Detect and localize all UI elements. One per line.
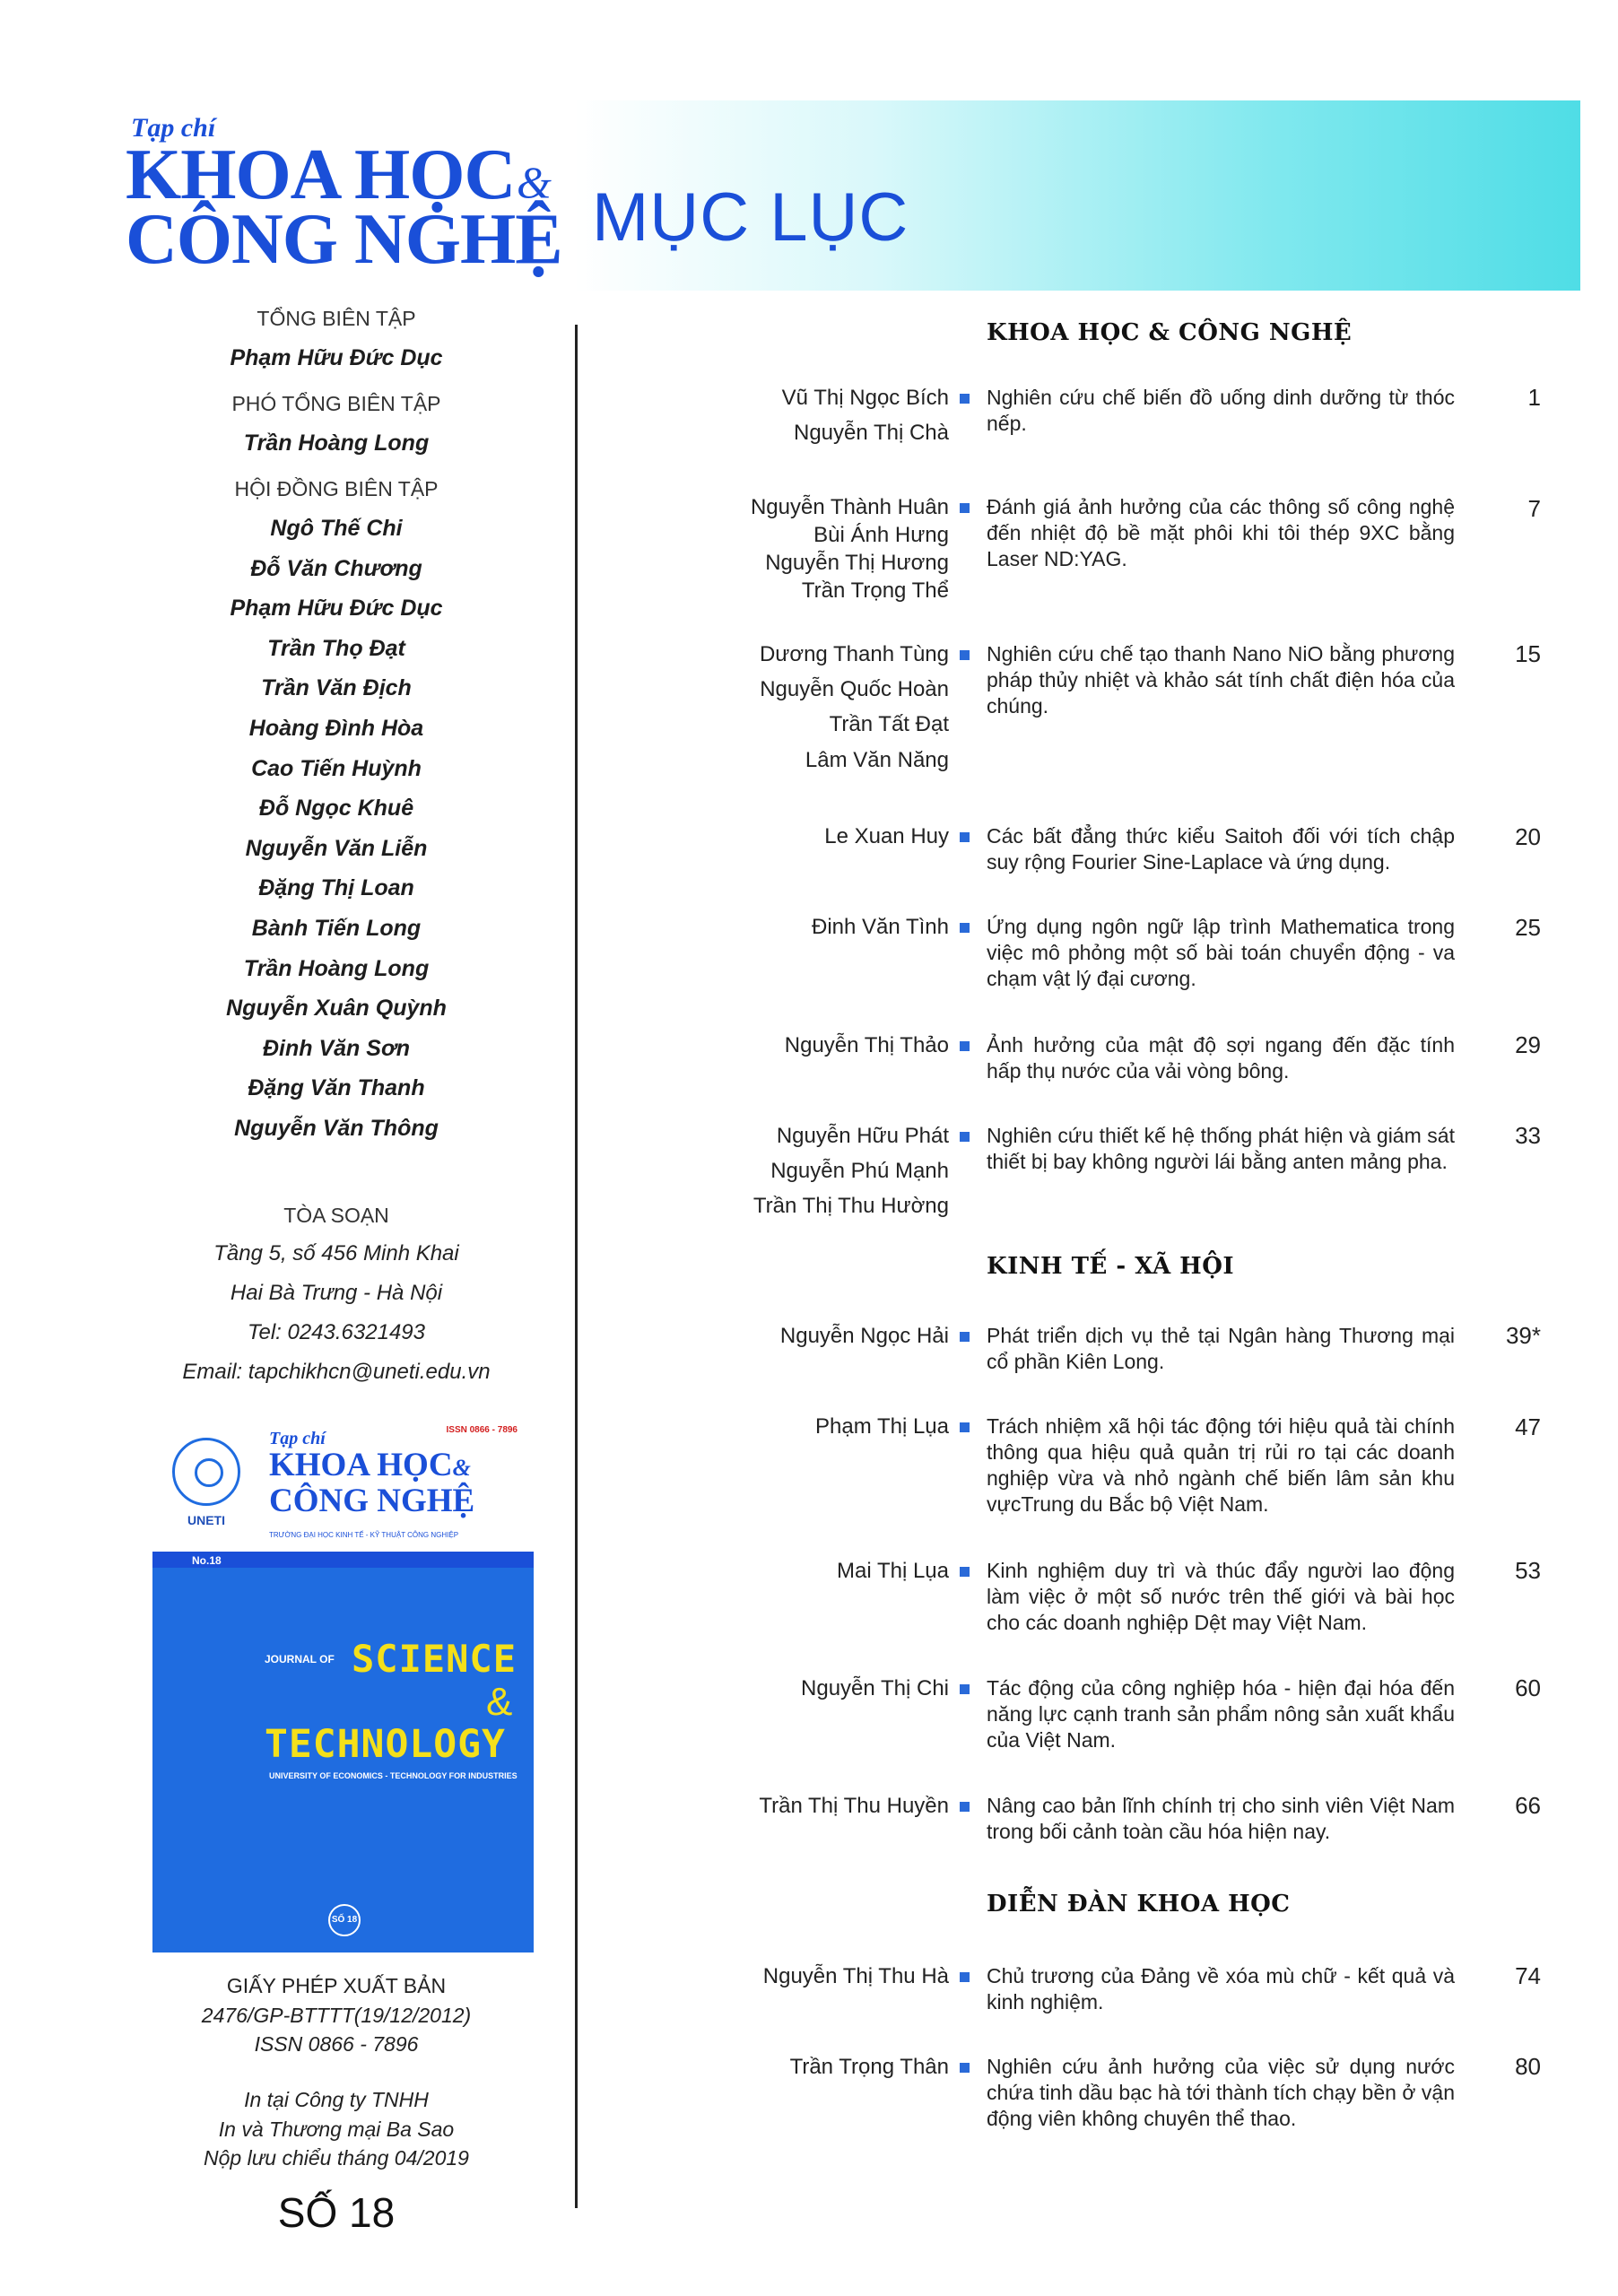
toc-title[interactable]: Nghiên cứu thiết kế hệ thống phát hiện và giám sát thiết bị bay không người lái bằng anten mảng pha.	[987, 1124, 1455, 1173]
journal-title-ampersand: &	[517, 157, 552, 207]
toc-page: 60	[1515, 1674, 1541, 1701]
toc-author: Nguyễn Thành Huân	[750, 495, 949, 519]
toc-author: Trần Trọng Thể	[801, 578, 949, 603]
board-member: Hoàng Đình Hòa	[248, 716, 424, 741]
journal-title-line2: CÔNG NGHỆ	[126, 200, 562, 279]
toc-author: Nguyễn Thị Thu Hà	[762, 1964, 949, 1988]
bullet-icon	[960, 1041, 970, 1051]
board-member: Bành Tiến Long	[251, 916, 422, 941]
toc-page: 47	[1515, 1413, 1541, 1440]
toc-author: Dương Thanh Tùng	[759, 642, 949, 666]
toc-author: Trần Trọng Thân	[789, 2055, 949, 2079]
toc-author: Nguyễn Thị Chi	[801, 1676, 949, 1700]
toc-title[interactable]: Nghiên cứu ảnh hưởng của việc sử dụng nước chứa tinh dầu bạc hà tới thành tích chạy bền ở vận động viên không chuyên thể thao.	[987, 2055, 1455, 2130]
toc-author: Nguyễn Thị Hương	[765, 551, 949, 575]
journal-title-line1: KHOA HỌC	[126, 135, 516, 214]
toc-page: 80	[1515, 2053, 1541, 2080]
bullet-icon	[960, 1802, 970, 1812]
board-member: Trần Thọ Đạt	[267, 636, 405, 661]
cover-title-line1-text: KHOA HỌC	[269, 1447, 453, 1483]
board-member: Ngô Thế Chi	[270, 516, 403, 541]
bullet-icon	[960, 832, 970, 842]
printer-line1: In tại Công ty TNHH	[244, 2088, 429, 2111]
toc-author: Nguyễn Thị Chà	[794, 421, 949, 445]
license-label: GIẤY PHÉP XUẤT BẢN	[226, 1974, 447, 1997]
editorial-board-label: HỘI ĐỒNG BIÊN TẬP	[234, 477, 439, 500]
toc-page: 1	[1527, 384, 1541, 411]
toc-page: 53	[1515, 1557, 1541, 1584]
deputy-editor-name: Trần Hoàng Long	[243, 430, 430, 456]
cover-thumbnail	[152, 1413, 534, 1952]
cover-journal-of: JOURNAL OF	[265, 1653, 335, 1665]
toc-author: Mai Thị Lụa	[837, 1559, 949, 1583]
toc-author: Nguyễn Ngọc Hải	[779, 1324, 949, 1348]
cover-issn: ISSN 0866 - 7896	[446, 1425, 518, 1435]
column-divider	[575, 325, 578, 2208]
board-member: Nguyễn Văn Thông	[234, 1116, 439, 1141]
toc-title[interactable]: Ảnh hưởng của mật độ sợi ngang đến đặc tính hấp thụ nước của vải vòng bông.	[987, 1033, 1455, 1083]
office-address: Tầng 5, số 456 Minh Khai	[213, 1241, 459, 1265]
board-member: Cao Tiến Huỳnh	[251, 756, 422, 781]
bullet-icon	[960, 394, 970, 404]
section-heading: DIỄN ĐÀN KHOA HỌC	[987, 1891, 1291, 1918]
toc-title[interactable]: Kinh nghiệm duy trì và thúc đẩy người lao động làm việc ở một số nước trên thế giới và bài học cho các doanh nghiệp Dệt may Việt Nam.	[987, 1559, 1455, 1634]
toc-page: 25	[1515, 914, 1541, 941]
office-district: Hai Bà Trưng - Hà Nội	[230, 1281, 443, 1305]
bullet-icon	[960, 1422, 970, 1432]
office-email: Email: tapchikhcn@uneti.edu.vn	[182, 1360, 491, 1384]
uneti-logo-icon	[172, 1438, 240, 1506]
toc-author: Nguyễn Quốc Hoàn	[760, 677, 949, 701]
toc-page: 20	[1515, 823, 1541, 850]
board-member: Nguyễn Xuân Quỳnh	[226, 996, 447, 1021]
board-member: Đỗ Ngọc Khuê	[258, 796, 414, 821]
cover-issue-badge: SỐ 18	[328, 1904, 361, 1936]
bullet-icon	[960, 1332, 970, 1342]
cover-amp: &	[486, 1680, 513, 1724]
cover-ampersand: &	[452, 1455, 471, 1481]
bullet-icon	[960, 923, 970, 933]
toc-author: Trần Tất Đạt	[829, 712, 949, 736]
toc-page: 15	[1515, 640, 1541, 667]
journal-kicker: Tạp chí	[131, 113, 216, 143]
issue-number: SỐ 18	[277, 2189, 396, 2236]
toc-title[interactable]: Chủ trương của Đảng về xóa mù chữ - kết quả và kinh nghiệm.	[987, 1964, 1455, 2013]
license-issn: ISSN 0866 - 7896	[254, 2032, 419, 2056]
toc-author: Le Xuan Huy	[824, 824, 949, 848]
section-heading: KINH TẾ - XÃ HỘI	[987, 1253, 1235, 1280]
toc-author: Trần Thị Thu Huyền	[759, 1794, 949, 1818]
chief-editor-name: Phạm Hữu Đức Dục	[230, 345, 443, 370]
office-phone: Tel: 0243.6321493	[248, 1320, 425, 1344]
board-member: Đặng Thị Loan	[258, 875, 414, 900]
toc-author: Vũ Thị Ngọc Bích	[781, 386, 949, 410]
board-member: Đinh Văn Sơn	[262, 1036, 410, 1061]
license-number: 2476/GP-BTTTT(19/12/2012)	[201, 2004, 472, 2027]
toc-title[interactable]: Phát triển dịch vụ thẻ tại Ngân hàng Thương mại cổ phần Kiên Long.	[987, 1324, 1455, 1373]
toc-page: 66	[1515, 1792, 1541, 1819]
toc-author: Trần Thị Thu Hường	[752, 1194, 949, 1218]
office-label: TÒA SOẠN	[283, 1204, 389, 1227]
toc-title[interactable]: Trách nhiệm xã hội tác động tới hiệu quả tài chính thông qua hiệu quả quản trị rủi ro tại các doanh nghiệp vừa và nhỏ ngành chế biến lâm sản khu vựcTrung du Bắc bộ Việt Nam.	[987, 1414, 1455, 1516]
bullet-icon	[960, 1567, 970, 1577]
toc-page: 7	[1527, 495, 1541, 522]
bullet-icon	[960, 1684, 970, 1694]
section-heading: KHOA HỌC & CÔNG NGHỆ	[987, 319, 1353, 346]
page-title: MỤC LỤC	[592, 179, 909, 256]
cover-title-line2: CÔNG NGHỆ	[269, 1483, 475, 1519]
toc-title[interactable]: Nghiên cứu chế tạo thanh Nano NiO bằng phương pháp thủy nhiệt và khảo sát tính chất điện hóa của chúng.	[987, 642, 1455, 718]
toc-title[interactable]: Nâng cao bản lĩnh chính trị cho sinh viên Việt Nam trong bối cảnh toàn cầu hóa hiện nay.	[987, 1794, 1455, 1843]
board-member: Đặng Văn Thanh	[248, 1075, 425, 1100]
toc-author: Nguyễn Hữu Phát	[776, 1124, 949, 1148]
toc-title[interactable]: Đánh giá ảnh hưởng của các thông số công nghệ đến nhiệt độ bề mặt phôi khi tôi thép 9XC bằng Laser ND:YAG.	[987, 495, 1455, 570]
toc-page: 29	[1515, 1031, 1541, 1058]
toc-author: Bùi Ánh Hưng	[813, 523, 949, 547]
toc-page: 33	[1515, 1122, 1541, 1149]
toc-title[interactable]: Ứng dụng ngôn ngữ lập trình Mathematica trong việc mô phỏng một số bài toán chuyển động - va chạm vật lý đại cương.	[987, 915, 1455, 990]
toc-title[interactable]: Các bất đẳng thức kiểu Saitoh đối với tích chập suy rộng Fourier Sine-Laplace và ứng dụng.	[987, 824, 1455, 874]
board-member: Phạm Hữu Đức Dục	[230, 596, 443, 621]
toc-page: 74	[1515, 1962, 1541, 1989]
toc-author: Đinh Văn Tình	[812, 915, 949, 939]
bullet-icon	[960, 650, 970, 660]
cover-title-line1	[269, 1448, 471, 1482]
bullet-icon	[960, 2063, 970, 2073]
cover-university: UNIVERSITY OF ECONOMICS - TECHNOLOGY FOR INDUSTRIES	[269, 1771, 518, 1780]
bullet-icon	[960, 1132, 970, 1142]
printer-line2: In và Thương mại Ba Sao	[218, 2118, 455, 2141]
bullet-icon	[960, 503, 970, 513]
board-member: Đỗ Văn Chương	[250, 556, 422, 581]
cover-subtitle: TRƯỜNG ĐẠI HỌC KINH TẾ - KỸ THUẬT CÔNG NGHIỆP	[269, 1531, 459, 1539]
toc-author: Nguyễn Thị Thảo	[784, 1033, 949, 1057]
toc-title[interactable]: Nghiên cứu chế biến đồ uống dinh dưỡng từ thóc nếp.	[987, 386, 1455, 435]
cover-technology: TECHNOLOGY	[265, 1722, 506, 1767]
toc-author: Lâm Văn Năng	[805, 748, 949, 772]
toc-author: Phạm Thị Lụa	[815, 1414, 949, 1439]
board-member: Trần Văn Địch	[261, 675, 412, 700]
toc-title[interactable]: Tác động của công nghiệp hóa - hiện đại hóa đến năng lực cạnh tranh sản phẩm nông sản xuất khẩu của Việt Nam.	[987, 1676, 1455, 1752]
toc-page: 39*	[1505, 1322, 1541, 1349]
cover-science: SCIENCE	[352, 1637, 518, 1681]
cover-number: No.18	[192, 1554, 222, 1567]
chief-editor-label: TỔNG BIÊN TẬP	[257, 307, 416, 330]
deposit-date: Nộp lưu chiểu tháng 04/2019	[204, 2146, 469, 2170]
cover-kicker: Tạp chí	[269, 1429, 326, 1448]
cover-uneti: UNETI	[187, 1513, 225, 1527]
board-member: Trần Hoàng Long	[243, 956, 430, 981]
toc-author: Nguyễn Phú Mạnh	[770, 1159, 949, 1183]
board-member: Nguyễn Văn Liễn	[245, 836, 428, 861]
deputy-editor-label: PHÓ TỔNG BIÊN TẬP	[231, 392, 441, 415]
bullet-icon	[960, 1972, 970, 1982]
